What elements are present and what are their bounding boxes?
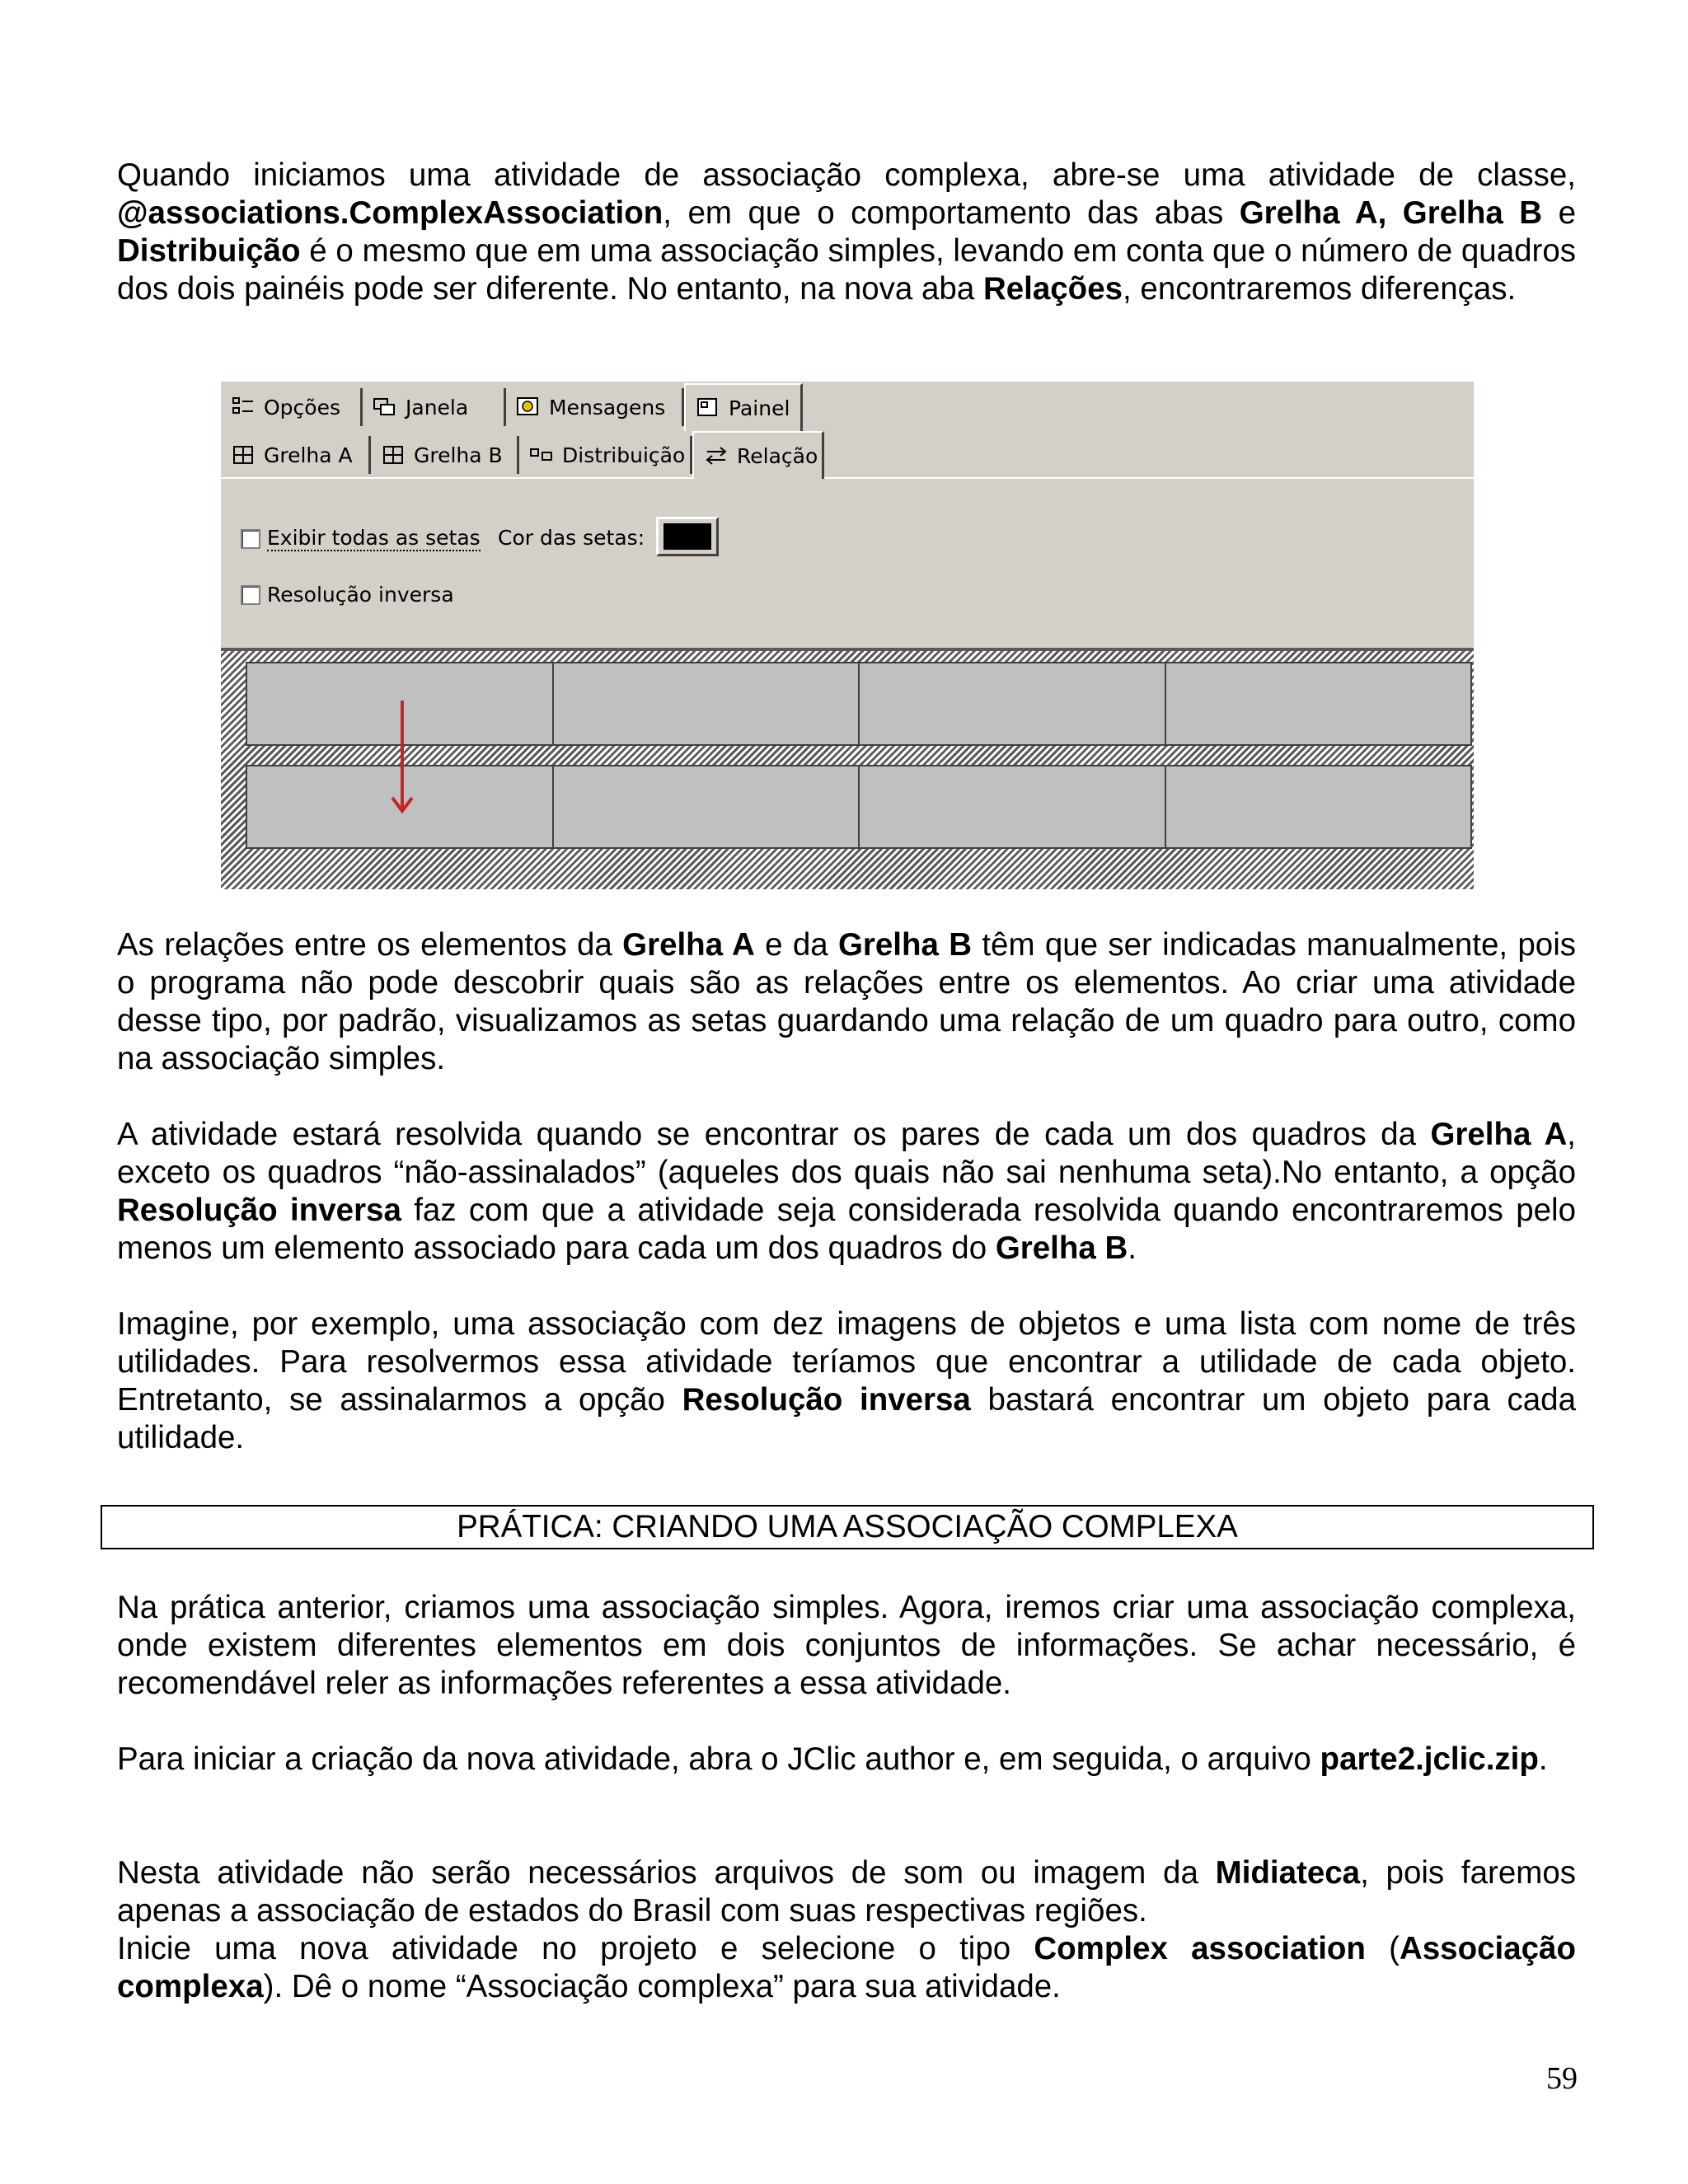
paragraph-relations: As relações entre os elementos da Grelha A e da Grelha B têm que ser indicadas manualmente, pois o programa não pode descobrir quais são as relações entre os elementos. Ao criar uma atividade desse tipo, por padrão, visualizamos as setas guardando uma relação de um quadro para outro, como na associação simples. bbox=[117, 927, 1577, 1076]
grid-icon bbox=[381, 443, 406, 466]
options-icon bbox=[231, 396, 256, 419]
grid-b bbox=[246, 765, 1470, 849]
tab-grid-b[interactable] bbox=[371, 436, 519, 474]
tab-relation-label: Relação bbox=[737, 443, 818, 468]
relation-arrow-icon bbox=[386, 701, 419, 824]
tab-distribution-label: Distribuição bbox=[562, 443, 686, 467]
inverse-resolution-label: Resolução inversa bbox=[267, 583, 454, 607]
relation-tab-screenshot bbox=[221, 382, 1474, 889]
arrow-color-label: Cor das setas: bbox=[498, 526, 645, 550]
arrow-color-button[interactable] bbox=[656, 517, 719, 556]
grid-icon bbox=[231, 443, 256, 466]
paragraph-practice-intro: Na prática anterior, criamos uma associação simples. Agora, iremos criar uma associação complexa, onde existem diferentes elementos em dois conjuntos de informações. Se achar necessário, é recomendável reler as informações referentes a essa atividade. bbox=[117, 1590, 1576, 1701]
arrow-color-swatch bbox=[663, 523, 711, 550]
sub-tab-bar bbox=[221, 429, 1474, 479]
preview-panel bbox=[221, 648, 1474, 889]
tab-messages[interactable] bbox=[506, 388, 684, 426]
show-all-arrows-checkbox[interactable] bbox=[241, 529, 260, 549]
paragraph-new-activity: Nesta atividade não serão necessários arquivos de som ou imagem da Midiateca, pois faremos apenas a associação de estados do Brasil com suas respectivas regiões. Inicie uma nova atividade no projeto e selecione o tipo Complex association (Associação complexa). Dê o nome “Associação complexa” para sua atividade. bbox=[117, 1855, 1577, 2004]
tab-options-label: Opções bbox=[264, 395, 340, 419]
paragraph-resolution: A atividade estará resolvida quando se encontrar os pares de cada um dos quadros da Grelha A, exceto os quadros “não-assinalados” (aqueles dos quais não sai nenhuma seta).No entanto, a opção Resolução inversa faz com que a atividade seja considerada resolvida quando encontraremos pelo menos um elemento associado para cada um dos quadros do Grelha B. bbox=[117, 1117, 1576, 1266]
tab-grid-a-label: Grelha A bbox=[264, 443, 353, 467]
grid-a-cell[interactable] bbox=[1165, 662, 1473, 746]
paragraph-example: Imagine, por exemplo, uma associação com dez imagens de objetos e uma lista com nome de três utilidades. Para resolvermos essa atividade teríamos que encontrar a utilidade de cada objeto. Entretanto, se assinalarmos a opção Resolução inversa bastará encontrar um objeto para cada utilidade. bbox=[117, 1306, 1577, 1455]
intro-paragraph: Quando iniciamos uma atividade de associação complexa, abre-se uma atividade de classe, @associations.ComplexAssociation, em que o comportamento das abas Grelha A, Grelha B e Distribuição é o mesmo que em uma associação simples, levando em conta que o número de quadros dos dois painéis pode ser diferente. No entanto, na nova aba Relações, encontraremos diferenças. bbox=[117, 157, 1576, 307]
grid-b-cell[interactable] bbox=[552, 765, 860, 849]
tab-grid-b-label: Grelha B bbox=[414, 443, 503, 467]
paragraph-open-file: Para iniciar a criação da nova atividade, abra o JClic author e, em seguida, o arquivo parte2.jclic.zip. bbox=[117, 1741, 1548, 1777]
grid-a bbox=[246, 662, 1470, 746]
tab-panel[interactable] bbox=[684, 383, 803, 431]
tab-window-label: Janela bbox=[406, 395, 469, 419]
distribution-icon bbox=[529, 443, 554, 466]
top-tab-bar bbox=[221, 382, 1474, 431]
tab-distribution[interactable] bbox=[519, 436, 692, 474]
grid-b-cell[interactable] bbox=[858, 765, 1166, 849]
window-icon bbox=[373, 396, 397, 419]
section-title-box bbox=[101, 1505, 1594, 1549]
page-number: 59 bbox=[1546, 2061, 1578, 2096]
tab-relation[interactable] bbox=[692, 431, 824, 479]
show-all-arrows-label: Exibir todas as setas bbox=[267, 526, 481, 550]
show-all-arrows-option[interactable] bbox=[241, 526, 481, 551]
section-title: PRÁTICA: CRIANDO UMA ASSOCIAÇÃO COMPLEXA bbox=[457, 1509, 1238, 1544]
tab-grid-a[interactable] bbox=[221, 436, 371, 474]
inverse-resolution-option[interactable] bbox=[241, 583, 454, 607]
inverse-resolution-checkbox[interactable] bbox=[241, 585, 260, 605]
grid-a-cell[interactable] bbox=[552, 662, 860, 746]
grid-a-cell[interactable] bbox=[858, 662, 1166, 746]
messages-icon bbox=[516, 396, 541, 419]
tab-messages-label: Mensagens bbox=[549, 395, 666, 419]
panel-icon bbox=[696, 396, 720, 419]
tab-panel-label: Painel bbox=[729, 396, 790, 420]
grid-b-cell[interactable] bbox=[1165, 765, 1473, 849]
swap-arrows-icon bbox=[704, 444, 729, 467]
tab-window[interactable] bbox=[363, 388, 506, 426]
tab-options[interactable] bbox=[221, 388, 363, 426]
